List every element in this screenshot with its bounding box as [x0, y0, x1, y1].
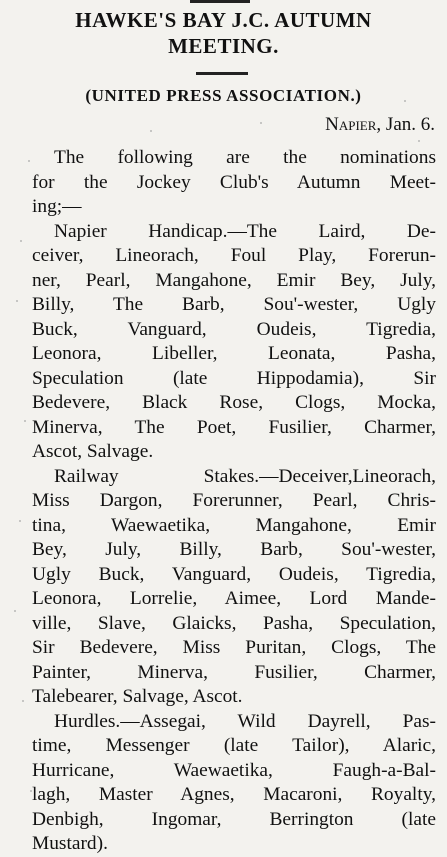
- text-line: Sir Bedevere, Miss Puritan, Clogs, The: [32, 637, 436, 658]
- scan-speck: [19, 520, 21, 522]
- article-paragraph: [32, 220, 436, 465]
- scan-speck: [404, 100, 406, 102]
- text-line: Ugly Buck, Vanguard, Oudeis, Tigredia,: [32, 563, 436, 585]
- press-agency-credit: (UNITED PRESS ASSOCIATION.): [85, 86, 362, 105]
- text-line: Hurricane, Waewaetika, Faugh-a-Bal-: [32, 759, 436, 781]
- text-line: Billy, The Barb, Sou'-wester, Ugly: [32, 294, 436, 315]
- scan-speck: [22, 700, 24, 702]
- scan-speck: [16, 300, 18, 302]
- article-body: [32, 146, 436, 857]
- text-line: Bey, July, Billy, Barb, Sou'-wester,: [32, 539, 436, 560]
- text-line: Ascot, Salvage.: [32, 441, 154, 462]
- text-line: Napier Handicap.—The Laird, De-: [54, 220, 436, 242]
- article-paragraph: [32, 465, 436, 710]
- text-line: Buck, Vanguard, Oudeis, Tigredia,: [32, 318, 436, 340]
- text-line: lagh, Master Agnes, Macaroni, Royalty,: [32, 784, 436, 805]
- dateline-place: Napier,: [325, 114, 382, 135]
- text-line: time, Messenger (late Tailor), Alaric,: [32, 735, 436, 756]
- text-line: Miss Dargon, Forerunner, Pearl, Chris-: [32, 490, 436, 511]
- text-line: Mustard).: [32, 833, 108, 854]
- text-line: ceiver, Lineorach, Foul Play, Forerun-: [32, 245, 436, 266]
- dateline: [325, 114, 435, 136]
- scan-speck: [14, 610, 16, 612]
- text-line: ner, Pearl, Mangahone, Emir Bey, July,: [32, 269, 436, 291]
- scan-speck: [24, 420, 26, 422]
- text-line: Speculation (late Hippodamia), Sir: [32, 367, 436, 389]
- text-line: for the Jockey Club's Autumn Meet-: [32, 171, 436, 193]
- top-rule: [190, 0, 250, 3]
- dateline-date: Jan. 6.: [385, 114, 435, 135]
- scan-speck: [30, 790, 32, 792]
- headline-line-1: HAWKE'S BAY J.C. AUTUMN: [75, 8, 372, 32]
- text-line: Minerva, The Poet, Fusilier, Charmer,: [32, 416, 436, 438]
- scan-speck: [150, 130, 152, 132]
- text-line: Leonora, Lorrelie, Aimee, Lord Mande-: [32, 588, 436, 609]
- article-paragraph: [32, 146, 436, 220]
- text-line: Denbigh, Ingomar, Berrington (late: [32, 808, 436, 830]
- text-line: Leonora, Libeller, Leonata, Pasha,: [32, 343, 436, 364]
- text-line: Railway Stakes.—Deceiver,Lineorach,: [54, 465, 436, 487]
- article-paragraph: [32, 710, 436, 857]
- text-line: Painter, Minerva, Fusilier, Charmer,: [32, 661, 436, 683]
- headline-line-2: MEETING.: [168, 34, 279, 58]
- scan-speck: [260, 122, 262, 124]
- scan-speck: [418, 140, 420, 142]
- text-line: Bedevere, Black Rose, Clogs, Mocka,: [32, 392, 436, 413]
- text-line: tina, Waewaetika, Mangahone, Emir: [32, 514, 436, 536]
- text-line: Talebearer, Salvage, Ascot.: [32, 686, 243, 707]
- scan-speck: [28, 160, 30, 162]
- heading-divider: [196, 72, 248, 75]
- text-line: The following are the nominations: [54, 147, 436, 168]
- text-line: ing;—: [32, 196, 82, 217]
- scan-speck: [20, 240, 22, 242]
- text-line: Hurdles.—Assegai, Wild Dayrell, Pas-: [54, 710, 436, 732]
- text-line: ville, Slave, Glaicks, Pasha, Speculation,: [32, 612, 436, 634]
